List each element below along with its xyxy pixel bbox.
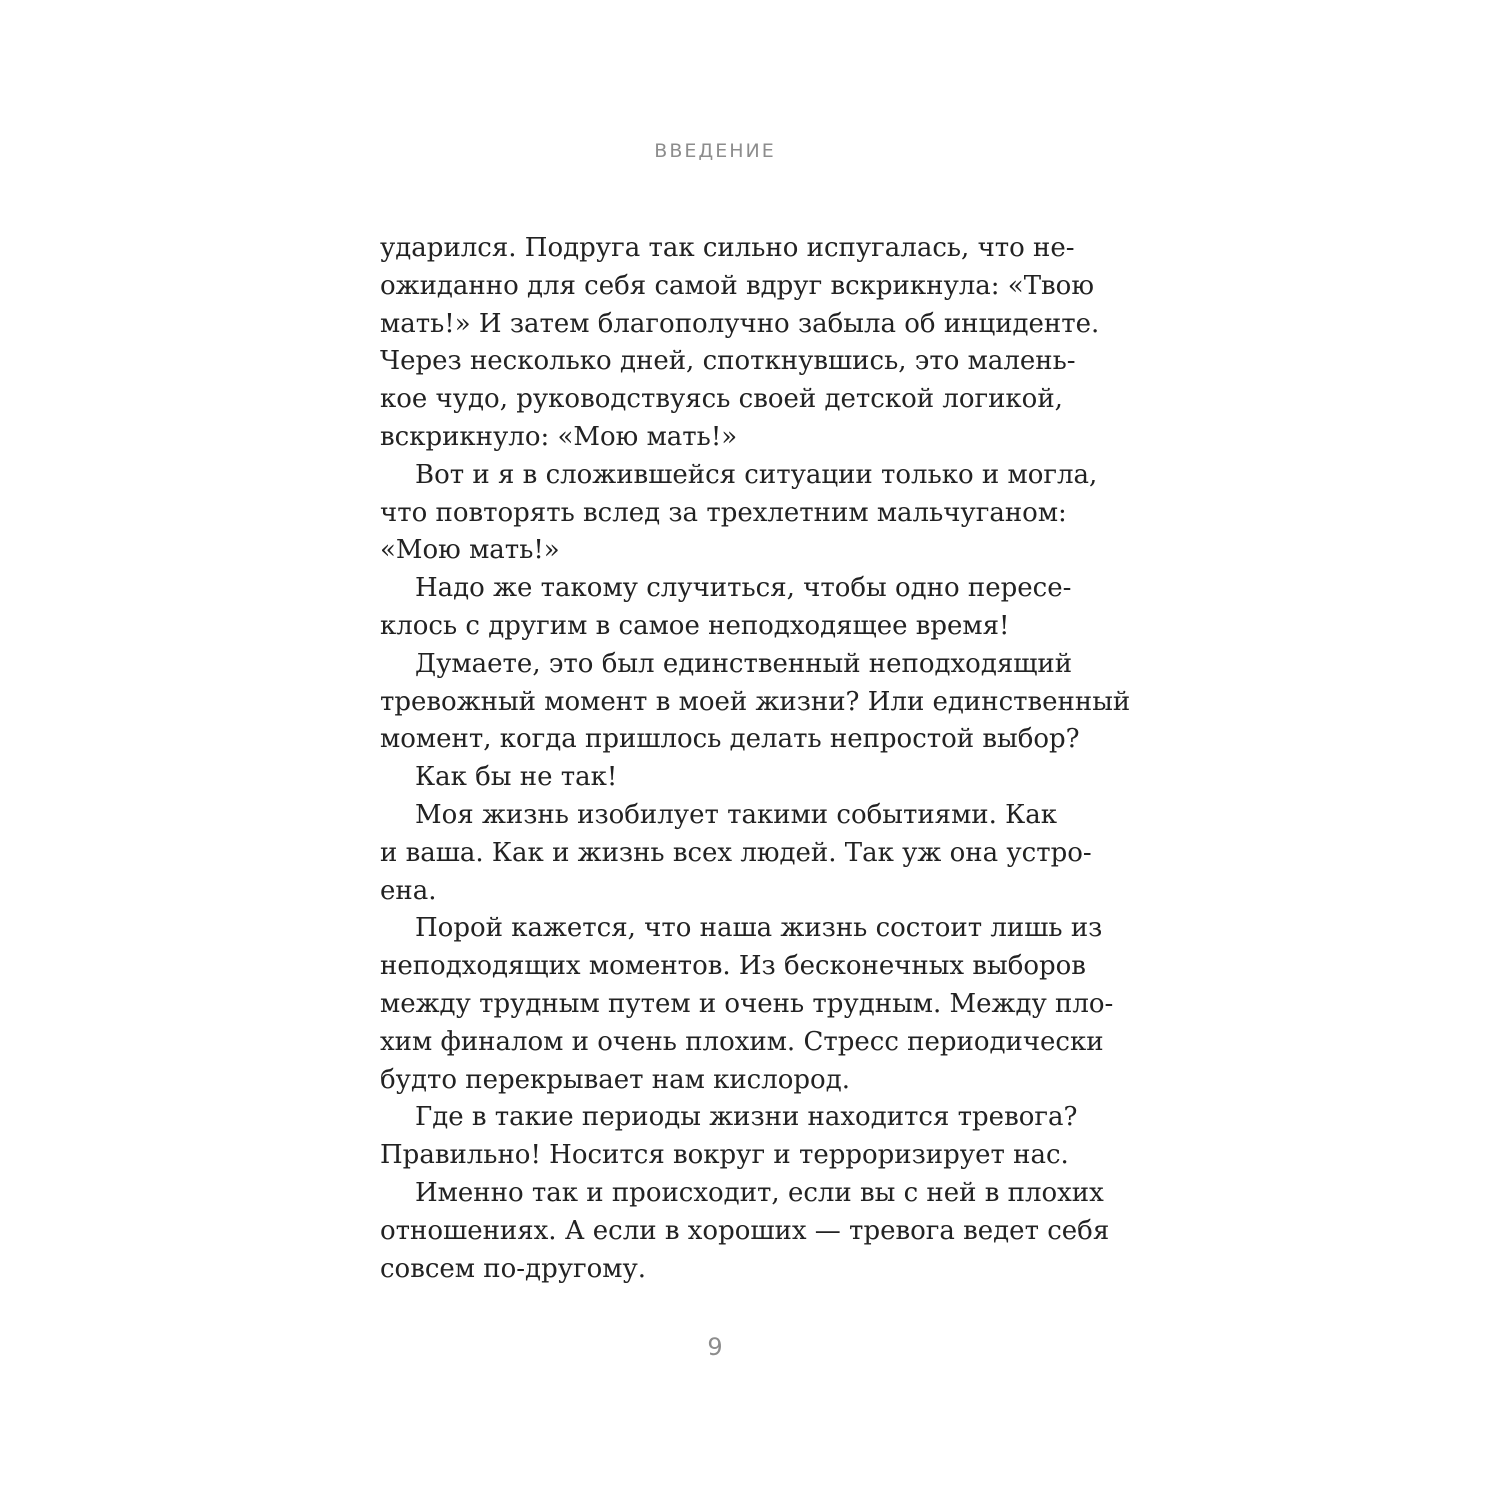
text-line: совсем по-другому.	[380, 1253, 647, 1284]
text-line: Как бы не так!	[415, 762, 618, 793]
text-line: Через несколько дней, споткнувшись, это малень-	[380, 346, 1076, 377]
text-line: момент, когда пришлось делать непростой выбор?	[380, 724, 1080, 755]
running-header: ВВЕДЕНИЕ	[654, 140, 776, 162]
text-line: что повторять вслед за трехлетним мальчуганом:	[380, 497, 1067, 528]
text-line: Правильно! Носится вокруг и терроризирует нас.	[380, 1140, 1069, 1171]
text-line: и ваша. Как и жизнь всех людей. Так уж она устро-	[380, 837, 1092, 868]
text-line: Моя жизнь изобилует такими событиями. Как	[415, 799, 1058, 830]
page-number: 9	[707, 1333, 723, 1361]
text-line: ожиданно для себя самой вдруг вскрикнула: «Твою	[380, 270, 1094, 301]
text-line: «Мою мать!»	[380, 535, 560, 566]
text-line: кое чудо, руководствуясь своей детской логикой,	[380, 384, 1063, 415]
text-line: Именно так и происходит, если вы с ней в плохих	[415, 1177, 1104, 1208]
text-line: Вот и я в сложившейся ситуации только и могла,	[415, 459, 1098, 490]
body-text	[380, 230, 1131, 1288]
text-line: тревожный момент в моей жизни? Или единственный	[380, 686, 1131, 717]
text-line: Надо же такому случиться, чтобы одно пересе-	[415, 573, 1072, 604]
text-line: между трудным путем и очень трудным. Между пло-	[380, 988, 1114, 1019]
text-line: Где в такие периоды жизни находится тревога?	[415, 1102, 1078, 1133]
text-line: ена.	[380, 875, 437, 906]
text-line: неподходящих моментов. Из бесконечных выборов	[380, 951, 1086, 982]
text-line: хим финалом и очень плохим. Стресс периодически	[380, 1026, 1104, 1057]
text-line: будто перекрывает нам кислород.	[380, 1064, 850, 1095]
text-line: отношениях. А если в хороших — тревога ведет себя	[380, 1215, 1110, 1246]
text-line: вскрикнуло: «Мою мать!»	[380, 421, 738, 452]
text-line: мать!» И затем благополучно забыла об инциденте.	[380, 308, 1100, 339]
text-line: ударился. Подруга так сильно испугалась, что не-	[380, 233, 1075, 263]
text-line: Порой кажется, что наша жизнь состоит лишь из	[415, 913, 1103, 944]
text-line: Думаете, это был единственный неподходящий	[415, 648, 1073, 679]
text-line: клось с другим в самое неподходящее время!	[380, 610, 1010, 641]
